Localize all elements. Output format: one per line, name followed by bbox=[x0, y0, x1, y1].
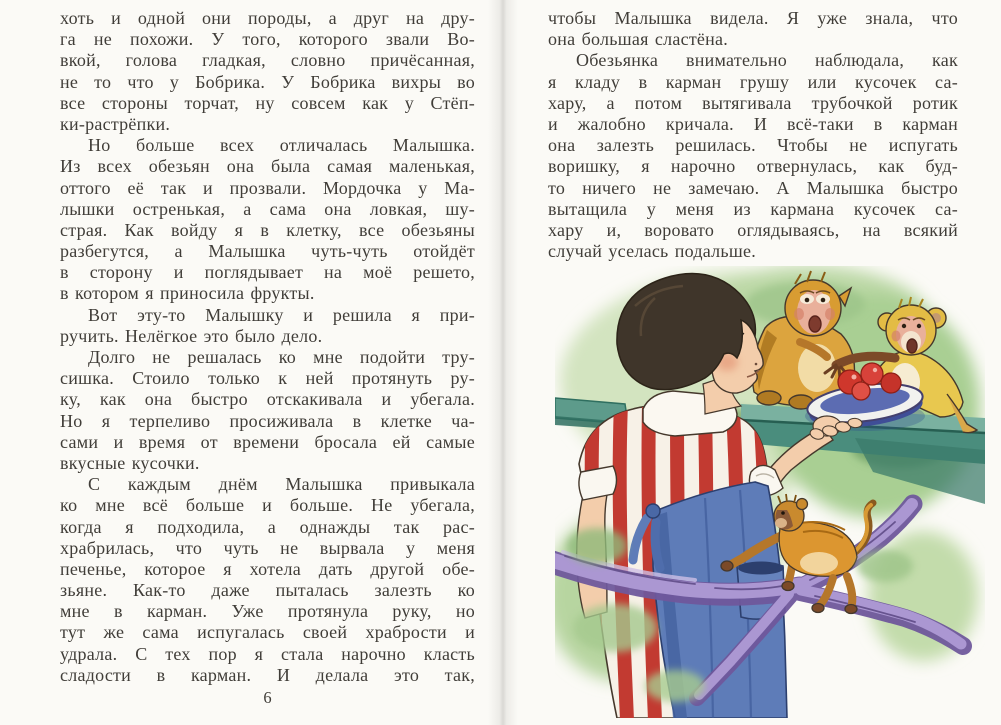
text-line: удрала. С тех пор я стала нарочно класть bbox=[60, 643, 475, 664]
apron-tie bbox=[655, 522, 660, 568]
text-line: я кладу в карман грушу или кусочек са- bbox=[548, 71, 958, 92]
text-line: Долго не решалась ко мне подойти тру- bbox=[88, 347, 475, 367]
text-line: и жалобно кричала. И всё-таки в карман bbox=[548, 113, 958, 134]
apron-knot bbox=[646, 504, 660, 518]
text-line: хару, а потом вытягивала трубочкой ротик bbox=[548, 92, 958, 113]
text-line: воришку, я нарочно отвернулась, как буд- bbox=[548, 156, 958, 177]
text-line: вкой, голова гладкая, словно причёсанная, bbox=[60, 50, 475, 71]
text-line: ручить. Нелёгкое это было дело. bbox=[60, 325, 323, 346]
text-line: Но больше всех отличалась Малышка. bbox=[88, 135, 475, 156]
text-line: страя. Как войду я в клетку, все обезьяны bbox=[60, 219, 475, 240]
left-page-text bbox=[60, 8, 475, 686]
text-line: ко мне всё больше и больше. Не убегала, bbox=[60, 495, 475, 516]
text-line: мне в карман. Уже протянула руку, но bbox=[60, 601, 475, 622]
text-line: когда я подходила, а однажды так рас- bbox=[60, 516, 475, 537]
text-line: Но я терпеливо просиживала в клетке ча- bbox=[60, 410, 475, 431]
text-line: хару и, воровато оглядываясь, на всякий bbox=[548, 219, 958, 240]
text-line: она большая сластёна. bbox=[548, 29, 729, 50]
text-line: оттого её так и прозвали. Мордочка у Ма- bbox=[60, 177, 475, 198]
text-line: сами и время от времени бросала ей самые bbox=[60, 431, 475, 452]
text-line: ку, как она быстро отскакивала и убегала. bbox=[60, 389, 475, 410]
text-line: хоть и одной они породы, а друг на дру- bbox=[60, 8, 475, 28]
rolled-cuff bbox=[579, 466, 617, 500]
right-page bbox=[503, 0, 1001, 725]
text-line: то ничего не замечаю. А Малышка быстро bbox=[548, 177, 958, 198]
text-line: разбегутся, а Малышка чуть-чуть отойдёт bbox=[60, 241, 475, 262]
text-line: сишка. Стоило только к ней протянуть ру- bbox=[60, 368, 475, 389]
illustration-feeding-monkeys bbox=[555, 266, 985, 718]
text-line: в котором я приносила фрукты. bbox=[60, 283, 315, 304]
text-line: она залезть решилась. Чтобы не испугать bbox=[548, 135, 958, 156]
text-line: все стороны торчат, ну совсем как у Стёп- bbox=[60, 92, 475, 113]
text-line: чтобы Малышка видела. Я уже знала, что bbox=[548, 8, 958, 28]
pocket-opening bbox=[738, 562, 784, 575]
text-line: Обезьянка внимательно наблюдала, как bbox=[576, 50, 958, 71]
text-line: С каждым днём Малышка привыкала bbox=[88, 474, 475, 495]
text-line: в сторону и поглядывает на моё решето, bbox=[60, 262, 475, 283]
text-line: вытащила у меня из кармана кусочек са- bbox=[548, 198, 958, 219]
text-line: сладости в карман. И делала это так, bbox=[60, 664, 475, 685]
text-line: тут же сама испугалась своей храбрости и bbox=[60, 622, 475, 643]
text-line: га не похожи. У того, которого звали Во- bbox=[60, 29, 475, 50]
text-line: зьяне. Как-то даже пыталась залезть ко bbox=[60, 580, 475, 601]
text-line: ки-растрёпки. bbox=[60, 113, 171, 134]
text-line: Вот эту-то Малышку и решила я при- bbox=[88, 304, 475, 325]
text-line: храбрилась, что чуть не вырвала у меня bbox=[60, 537, 475, 558]
text-line: случай уселась подальше. bbox=[548, 241, 756, 262]
text-line: не то что у Бобрика. У Бобрика вихры во bbox=[60, 71, 475, 92]
text-line: вкусные кусочки. bbox=[60, 452, 200, 473]
page-number: 6 bbox=[263, 688, 272, 707]
right-page-text bbox=[548, 8, 958, 262]
text-line: лышки остренькая, а сама она ловкая, шу- bbox=[60, 198, 475, 219]
text-line: Из всех обезьян она была самая маленькая, bbox=[60, 156, 475, 177]
text-line: печенье, которое я хотела дать другой обе- bbox=[60, 558, 475, 579]
